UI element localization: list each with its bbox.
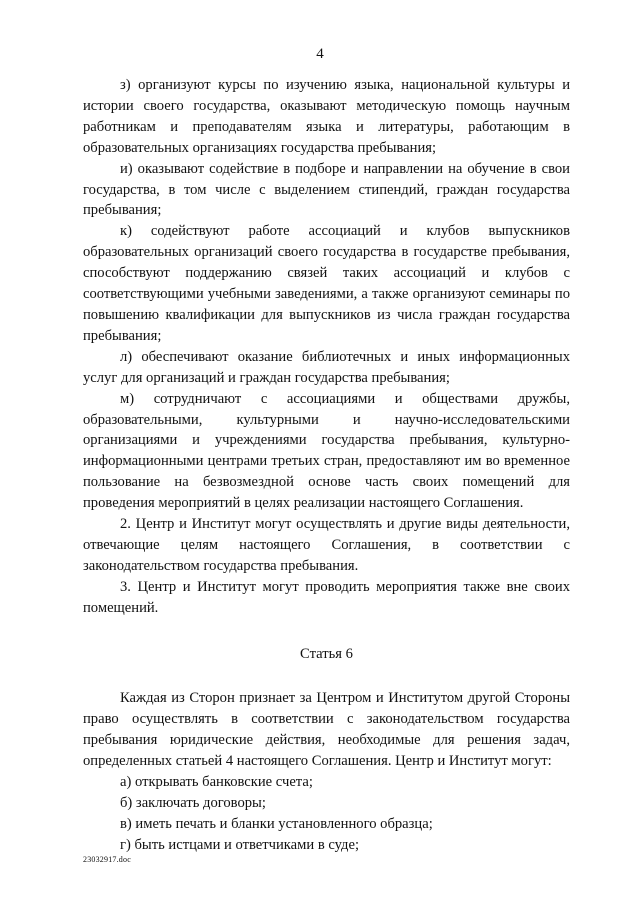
article-6-intro: Каждая из Сторон признает за Центром и Институтом другой Стороны право осуществлять в соответствии с законодательством государства пребывания юридические действия, необходимые для решения задач, определенных статьей 4 настоящего Соглашения. Центр и Институт могут: [83,690,570,770]
paragraph-item-z: з) организуют курсы по изучению языка, национальной культуры и истории своего государства, оказывают методическую помощь научным работникам и преподавателям языка и литературы, работающим в образовательных организациях государства пребывания; [83,77,570,156]
paragraph-clause-2: 2. Центр и Институт могут осуществлять и другие виды деятельности, отвечающие целям настоящего Соглашения, в соответствии с законодательством государства пребывания. [83,516,570,574]
paragraph-item-m: м) сотрудничают с ассоциациями и обществами дружбы, образовательными, культурными и научно-исследовательскими организациями и учреждениями государства пребывания, культурно-информационными центрами третьих стран, предоставляют им во временное пользование на безвозмездной основе часть своих помещений для проведения мероприятий в целях реализации настоящего Соглашения. [83,390,570,512]
footer-filename: 23032917.doc [83,855,131,864]
paragraph-item-k: к) содействуют работе ассоциаций и клубов выпускников образовательных организаций своего государства в государстве пребывания, способствуют поддержанию связей таких ассоциаций и клубов с соответствующими учебными заведениями, а также организуют семинары по повышению квалификации для выпускников из числа граждан государства пребывания; [83,223,570,344]
document-body [83,75,570,856]
list-item-g: г) быть истцами и ответчиками в суде; [120,836,360,853]
paragraph-item-i: и) оказывают содействие в подборе и направлении на обучение в свои государства, в том числе с выделением стипендий, граждан государства пребывания; [83,160,570,219]
paragraph-item-l: л) обеспечивают оказание библиотечных и иных информационных услуг для организаций и граждан государства пребывания; [83,348,570,386]
list-item-a: а) открывать банковские счета; [120,774,313,791]
list-item-v: в) иметь печать и бланки установленного образца; [120,815,433,832]
article-6-heading: Статья 6 [300,645,353,662]
list-item-b: б) заключать договоры; [120,795,266,811]
paragraph-clause-3: 3. Центр и Институт могут проводить мероприятия также вне своих помещений. [83,578,570,616]
page-number: 4 [316,46,324,62]
